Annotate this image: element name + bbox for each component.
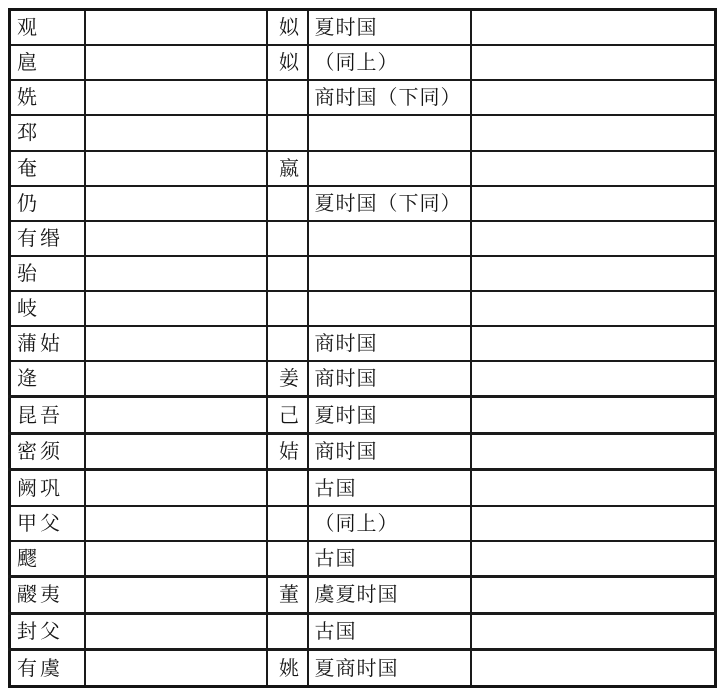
cell-remark <box>471 506 716 541</box>
cell-remark <box>471 80 716 115</box>
cell-surname <box>267 506 308 541</box>
table-row <box>10 151 716 186</box>
cell-remark <box>471 650 716 687</box>
cell-surname <box>267 80 308 115</box>
cell-era: 古国 <box>308 470 471 506</box>
cell-note <box>85 397 267 434</box>
table-row <box>10 221 716 256</box>
cell-surname: 嬴 <box>267 151 308 186</box>
cell-era: 夏时国 <box>308 397 471 434</box>
cell-era: （同上） <box>308 506 471 541</box>
cell-era: 商时国（下同） <box>308 80 471 115</box>
cell-note <box>85 45 267 80</box>
cell-era <box>308 115 471 150</box>
cell-remark <box>471 221 716 256</box>
cell-surname: 姒 <box>267 10 308 46</box>
cell-state-name: 阙巩 <box>10 470 85 506</box>
cell-state-name: 鬷夷 <box>10 577 85 614</box>
cell-note <box>85 80 267 115</box>
cell-remark <box>471 186 716 221</box>
table-row <box>10 541 716 577</box>
cell-era: 商时国 <box>308 433 471 470</box>
cell-surname: 董 <box>267 577 308 614</box>
table-row <box>10 361 716 397</box>
cell-note <box>85 291 267 326</box>
table-row <box>10 577 716 614</box>
cell-remark <box>471 326 716 361</box>
cell-note <box>85 541 267 577</box>
cell-state-name: 有缗 <box>10 221 85 256</box>
cell-remark <box>471 613 716 650</box>
cell-surname <box>267 613 308 650</box>
cell-era <box>308 151 471 186</box>
table-row <box>10 256 716 291</box>
table-row <box>10 115 716 150</box>
cell-note <box>85 221 267 256</box>
table-row <box>10 433 716 470</box>
cell-remark <box>471 115 716 150</box>
cell-surname <box>267 221 308 256</box>
cell-state-name: 飂 <box>10 541 85 577</box>
cell-remark <box>471 10 716 46</box>
table-row <box>10 80 716 115</box>
cell-era <box>308 291 471 326</box>
cell-era: 古国 <box>308 613 471 650</box>
cell-note <box>85 115 267 150</box>
table-body <box>10 10 716 687</box>
cell-surname: 姒 <box>267 45 308 80</box>
cell-state-name: 岐 <box>10 291 85 326</box>
cell-note <box>85 650 267 687</box>
cell-surname <box>267 326 308 361</box>
cell-note <box>85 506 267 541</box>
table-row <box>10 186 716 221</box>
cell-era: 商时国 <box>308 361 471 397</box>
table-row <box>10 613 716 650</box>
cell-surname <box>267 470 308 506</box>
cell-surname <box>267 186 308 221</box>
cell-state-name: 甲父 <box>10 506 85 541</box>
cell-remark <box>471 45 716 80</box>
cell-remark <box>471 151 716 186</box>
cell-surname: 己 <box>267 397 308 434</box>
cell-note <box>85 577 267 614</box>
cell-era <box>308 221 471 256</box>
cell-surname <box>267 291 308 326</box>
cell-note <box>85 470 267 506</box>
cell-state-name: 仍 <box>10 186 85 221</box>
cell-note <box>85 151 267 186</box>
cell-remark <box>471 470 716 506</box>
table-row <box>10 45 716 80</box>
cell-remark <box>471 433 716 470</box>
cell-remark <box>471 256 716 291</box>
cell-surname: 姚 <box>267 650 308 687</box>
table-row <box>10 650 716 687</box>
cell-note <box>85 326 267 361</box>
cell-state-name: 密须 <box>10 433 85 470</box>
cell-era: 夏时国（下同） <box>308 186 471 221</box>
cell-note <box>85 361 267 397</box>
table-row <box>10 397 716 434</box>
cell-state-name: 蒲姑 <box>10 326 85 361</box>
cell-note <box>85 433 267 470</box>
cell-surname <box>267 541 308 577</box>
cell-remark <box>471 541 716 577</box>
cell-remark <box>471 577 716 614</box>
cell-note <box>85 10 267 46</box>
cell-note <box>85 613 267 650</box>
cell-state-name: 姺 <box>10 80 85 115</box>
cell-state-name: 昆吾 <box>10 397 85 434</box>
table-row <box>10 506 716 541</box>
table-row <box>10 10 716 46</box>
cell-era: （同上） <box>308 45 471 80</box>
cell-state-name: 封父 <box>10 613 85 650</box>
cell-state-name: 邳 <box>10 115 85 150</box>
cell-note <box>85 186 267 221</box>
cell-state-name: 逄 <box>10 361 85 397</box>
cell-era: 古国 <box>308 541 471 577</box>
cell-surname: 姜 <box>267 361 308 397</box>
cell-state-name: 观 <box>10 10 85 46</box>
cell-era: 虞夏时国 <box>308 577 471 614</box>
table-row <box>10 291 716 326</box>
table-row <box>10 326 716 361</box>
table-row <box>10 470 716 506</box>
cell-state-name: 奄 <box>10 151 85 186</box>
cell-surname: 姞 <box>267 433 308 470</box>
cell-surname <box>267 115 308 150</box>
ancient-states-table <box>8 8 717 688</box>
cell-note <box>85 256 267 291</box>
cell-state-name: 扈 <box>10 45 85 80</box>
scanned-page <box>8 8 717 688</box>
cell-era: 商时国 <box>308 326 471 361</box>
cell-state-name: 骀 <box>10 256 85 291</box>
cell-era: 夏时国 <box>308 10 471 46</box>
cell-remark <box>471 361 716 397</box>
cell-era: 夏商时国 <box>308 650 471 687</box>
cell-remark <box>471 397 716 434</box>
cell-era <box>308 256 471 291</box>
cell-remark <box>471 291 716 326</box>
cell-surname <box>267 256 308 291</box>
cell-state-name: 有虞 <box>10 650 85 687</box>
